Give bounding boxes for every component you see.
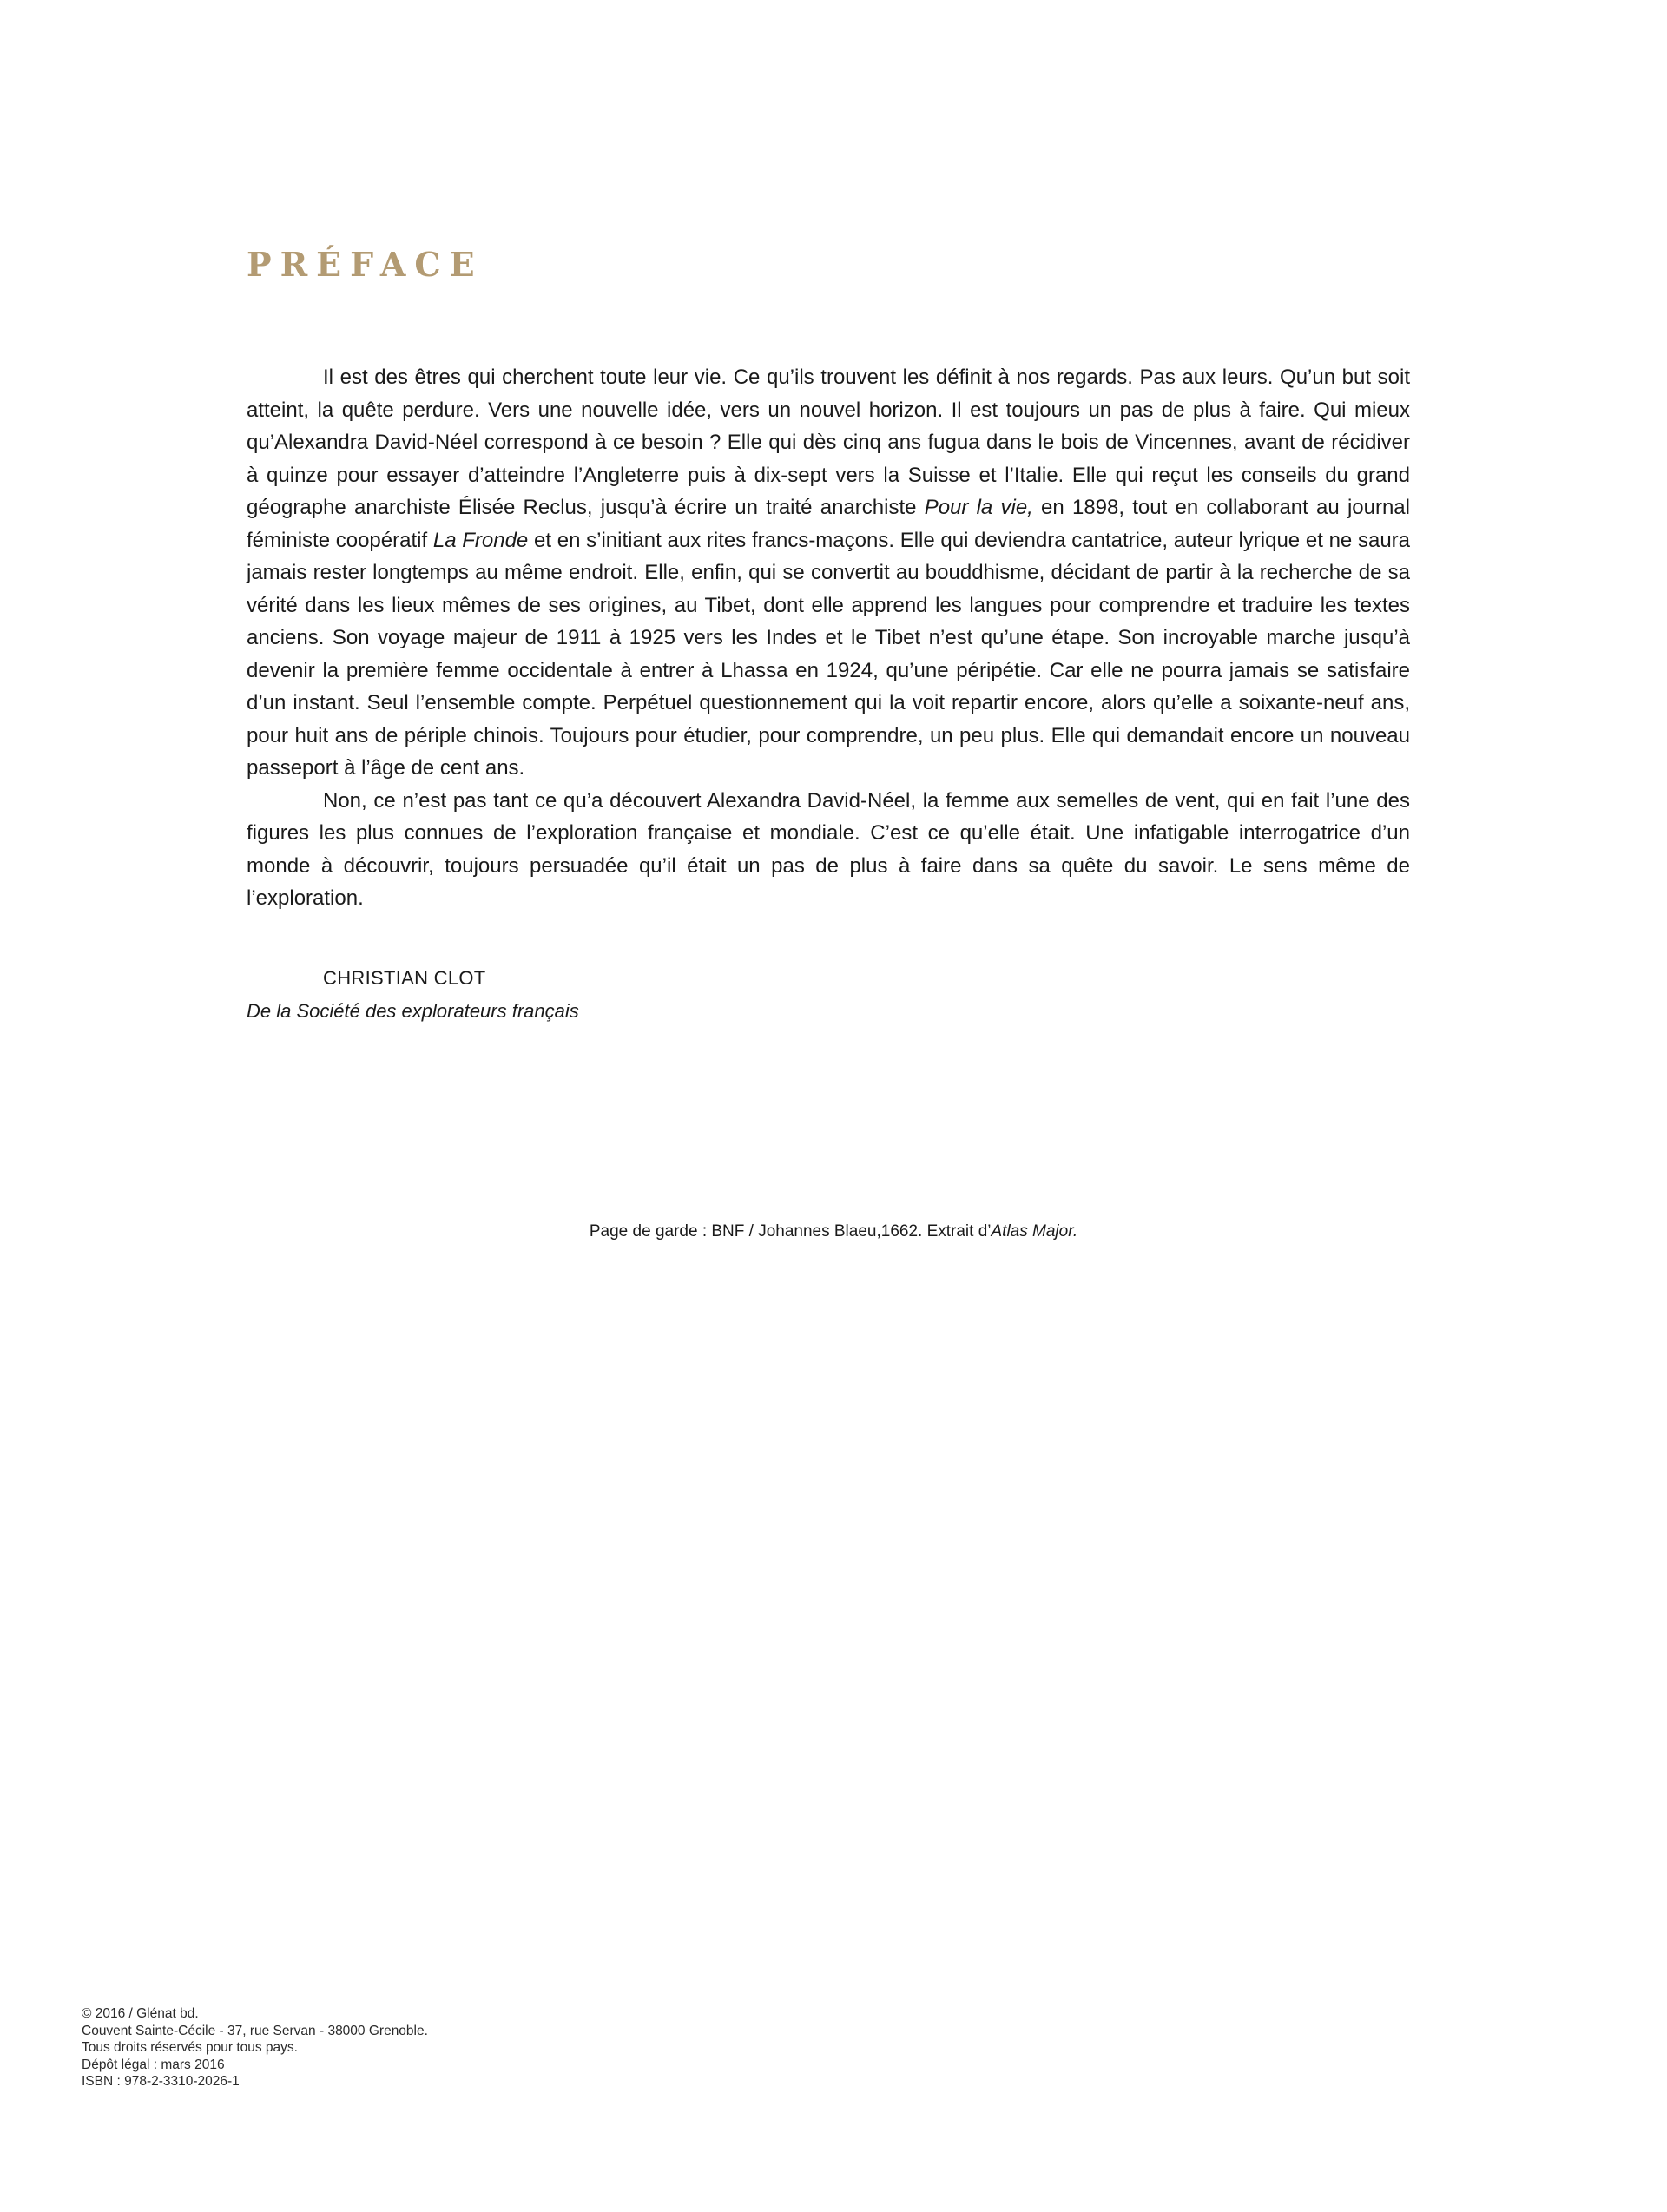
publisher-imprint [82, 2005, 428, 2090]
imprint-copyright: © 2016 / Glénat bd. [82, 2006, 199, 2021]
paragraph-1-segment: Il est des êtres qui cherchent toute leur vie. Ce qu’ils trouvent les définit à nos regards. Pas aux leurs. Qu’un but soit atteint, la quête perdure. Vers une nouvelle idée, vers un nouvel horizon. Il est toujours un pas de plus à faire. Qui mieux qu’Alexandra David-Néel correspond à ce besoin ? Elle qui dès cinq ans fugua dans le bois de Vincennes, avant de récidiver à quinze pour essayer d’atteindre l’Angleterre puis à dix-sept vers la Suisse et l’Italie. Elle qui reçut les conseils du grand géographe anarchiste Élisée Reclus, jusqu’à écrire un traité anarchiste [247, 365, 1410, 519]
preface-paragraph-2 [247, 785, 1410, 915]
endpaper-credit [0, 1221, 1667, 1243]
signature-author: CHRISTIAN CLOT [323, 967, 486, 989]
imprint-address: Couvent Sainte-Cécile - 37, rue Servan - 38000 Grenoble. [82, 2023, 428, 2038]
signature-affiliation: De la Société des explorateurs français [247, 1000, 579, 1022]
paragraph-1-segment: et en s’initiant aux rites francs-maçons. Elle qui deviendra cantatrice, auteur lyrique et ne saura jamais rester longtemps au même endroit. Elle, enfin, qui se convertit au bouddhisme, décidant de partir à la recherche de sa vérité dans les lieux mêmes de ses origines, au Tibet, dont elle apprend les langues pour comprendre et traduire les textes anciens. Son voyage majeur de 1911 à 1925 vers les Indes et le Tibet n’est qu’une étape. Son incroyable marche jusqu’à devenir la première femme occidentale à entrer à Lhassa en 1924, qu’une péripétie. Car elle ne pourra jamais se satisfaire d’un instant. Seul l’ensemble compte. Perpétuel questionnement qui la voit repartir encore, alors qu’elle a soixante-neuf ans, pour huit ans de périple chinois. Toujours pour étudier, pour comprendre, un peu plus. Elle qui demandait encore un nouveau passeport à l’âge de cent ans. [247, 528, 1410, 780]
imprint-isbn: ISBN : 978-2-3310-2026-1 [82, 2074, 240, 2090]
preface-body [247, 361, 1410, 915]
credit-italic-title: Atlas Major. [991, 1222, 1078, 1241]
imprint-rights: Tous droits réservés pour tous pays. [82, 2040, 298, 2056]
paragraph-1-segment: en 1898, tout en collaborant au journal féministe coopératif [247, 496, 1410, 552]
journal-title-la-fronde: La Fronde [432, 528, 529, 552]
preface-paragraph-1 [247, 361, 1410, 785]
imprint-legal-deposit: Dépôt légal : mars 2016 [82, 2057, 225, 2072]
credit-text: Page de garde : BNF / Johannes Blaeu,1662. Extrait d’ [589, 1222, 992, 1241]
paragraph-2-segment: Non, ce n’est pas tant ce qu’a découvert Alexandra David-Néel, la femme aux semelles de vent, qui en fait l’une des figures les plus connues de l’exploration française et mondiale. C’est ce qu’elle était. Une infatigable interrogatrice d’un monde à découvrir, toujours persuadée qu’il était un pas de plus à faire dans sa quête du savoir. Le sens même de l’exploration. [247, 788, 1410, 910]
book-title-pour-la-vie: Pour la vie, [924, 496, 1033, 519]
page-title: PRÉFACE [247, 245, 484, 284]
